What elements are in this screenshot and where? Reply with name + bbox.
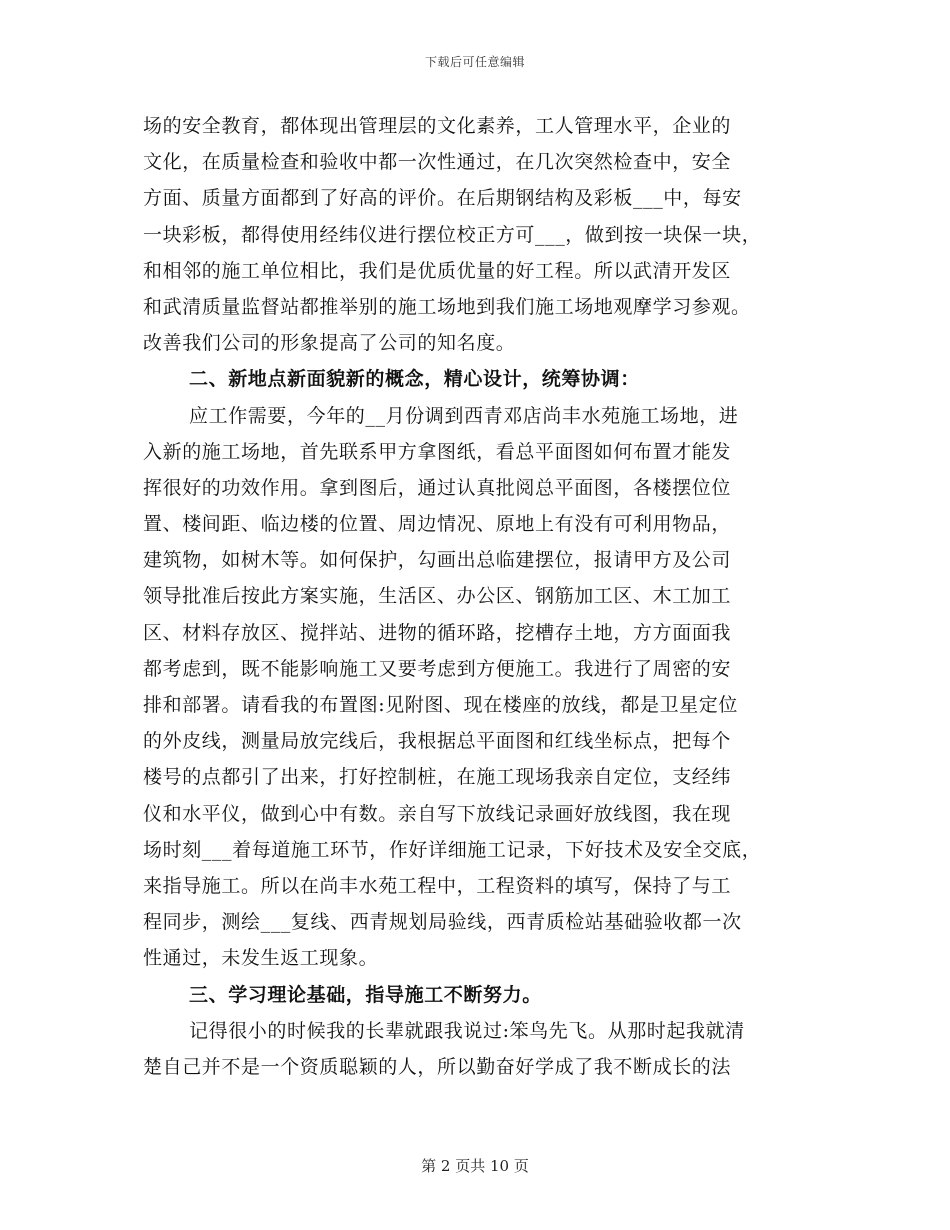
text-line: 建筑物，如树木等。如何保护，勾画出总临建摆位，报请甲方及公司: [143, 549, 732, 572]
text-line: 仪和水平仪，做到心中有数。亲自写下放线记录画好放线图，我在现: [143, 802, 732, 825]
text-line: 方面、质量方面都到了好高的评价。在后期钢结构及彩板___中，每安: [143, 187, 742, 210]
text-line: 置、楼间距、临边楼的位置、周边情况、原地上有没有可利用物品，: [143, 513, 732, 536]
text-line: 领导批准后按此方案实施，生活区、办公区、钢筋加工区、木工加工: [143, 585, 732, 608]
header-note: 下载后可任意编辑: [424, 55, 525, 69]
text-line: 区、材料存放区、搅拌站、进物的循环路，挖槽存土地，方方面面我: [143, 621, 732, 644]
text-line: 入新的施工场地，首先联系甲方拿图纸，看总平面图如何布置才能发: [143, 440, 732, 463]
text-line: 场的安全教育，都体现出管理层的文化素养，工人管理水平，企业的: [143, 115, 732, 137]
section-heading: 三、学习理论基础，指导施工不断努力。: [189, 983, 542, 1006]
text-line: 挥很好的功效作用。拿到图后，通过认真批阅总平面图，各楼摆位位: [143, 476, 732, 499]
text-line: 一块彩板，都得使用经纬仪进行摆位校正方可___，做到按一块保一块，: [143, 223, 762, 246]
text-line: 改善我们公司的形象提高了公司的知名度。: [143, 332, 516, 355]
text-line: 楼号的点都引了出来，打好控制桩，在施工现场我亲自定位，支经纬: [143, 766, 732, 789]
text-line: 排和部署。请看我的布置图:见附图、现在楼座的放线，都是卫星定位: [143, 694, 739, 716]
text-line: 应工作需要，今年的__月份调到西青邓店尚丰水苑施工场地，进: [189, 404, 739, 427]
text-line: 楚自己并不是一个资质聪颖的人，所以勤奋好学成了我不断成长的法: [143, 1055, 732, 1078]
text-line: 记得很小的时候我的长辈就跟我说过:笨鸟先飞。从那时起我就清: [189, 1019, 745, 1042]
text-line: 性通过，未发生返工现象。: [143, 947, 379, 970]
body-text: [143, 108, 823, 1085]
text-line: 的外皮线，测量局放完线后，我根据总平面图和红线坐标点，把每个: [143, 730, 732, 753]
text-line: 和相邻的施工单位相比，我们是优质优量的好工程。所以武清开发区: [143, 259, 732, 282]
text-line: 场时刻___着每道施工环节，作好详细施工记录，下好技术及安全交底，: [143, 838, 762, 861]
text-line: 和武清质量监督站都推举别的施工场地到我们施工场地观摩学习参观。: [143, 295, 751, 318]
text-line: 程同步，测绘___复线、西青规划局验线，西青质检站基础验收都一次: [143, 911, 742, 934]
text-line: 来指导施工。所以在尚丰水苑工程中，工程资料的填写，保持了与工: [143, 874, 732, 897]
page-number: 第 2 页共 10 页: [421, 1157, 529, 1175]
section-heading: 二、新地点新面貌新的概念，精心设计，统筹协调：: [189, 368, 640, 391]
text-line: 都考虑到，既不能影响施工又要考虑到方便施工。我进行了周密的安: [143, 657, 732, 680]
text-line: 文化，在质量检查和验收中都一次性通过，在几次突然检查中，安全: [143, 151, 732, 174]
